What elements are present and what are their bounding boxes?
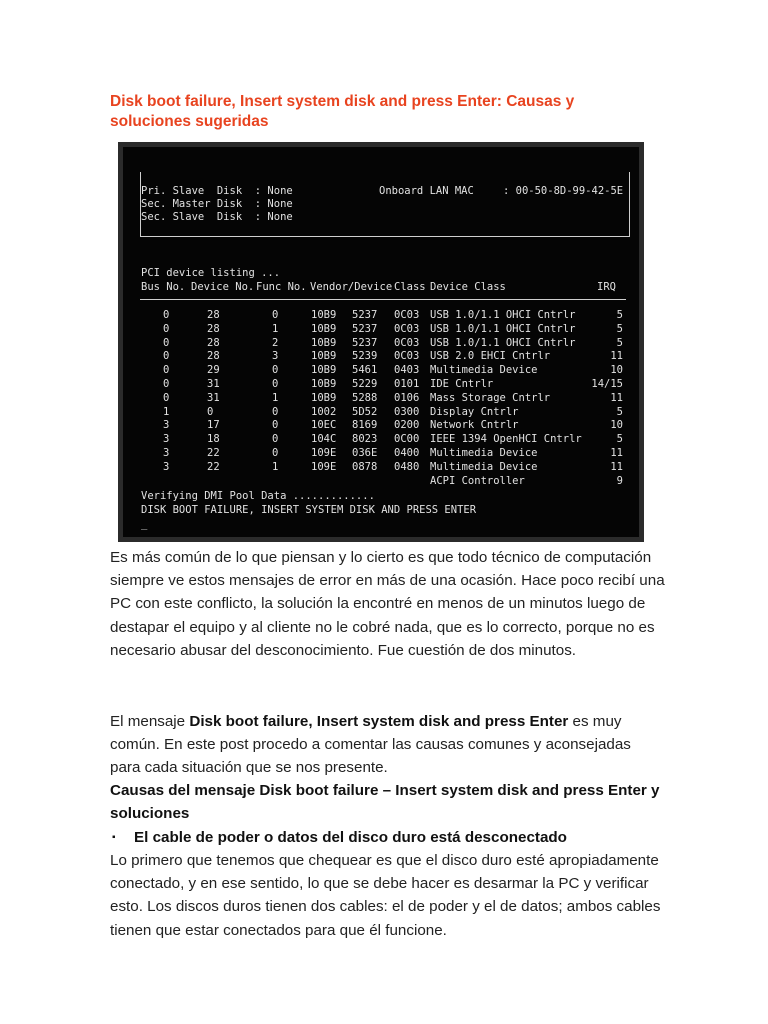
bullet-icon: ▪ — [112, 832, 116, 843]
paragraph-1: Es más común de lo que piensan y lo cierto es que todo técnico de computación siempre ve estos mensajes de error en más de una ocasión. Hace poco recibí una PC con este conflicto, la solución la encontré en menos de un minutos luego de destapar el equipo y al cliente no le cobré nada, que es lo correcto, porque no es necesario abusar del desconocimiento. Fue cuestión de dos minutos. — [110, 549, 665, 659]
pci-device-id: 5461 — [352, 364, 378, 377]
drive-line: Sec. Slave Disk : None — [141, 211, 293, 223]
lan-mac-value: : 00-50-8D-99-42-5E — [503, 185, 624, 197]
pci-device-class: USB 1.0/1.1 OHCI Cntrlr — [430, 322, 576, 335]
bullet-text: El cable de poder o datos del disco duro está desconectado — [134, 829, 567, 846]
pci-device-id: 036E — [352, 447, 378, 459]
pci-bus: 3 — [163, 447, 170, 459]
pci-device: 22 — [207, 447, 220, 459]
bios-screen — [123, 147, 639, 537]
pci-irq: 5 — [616, 433, 623, 446]
pci-bus: 3 — [163, 460, 170, 473]
pci-device: 22 — [207, 460, 220, 473]
pci-device: 28 — [207, 350, 220, 363]
pci-func: 0 — [272, 419, 279, 432]
pci-func: 0 — [272, 405, 279, 418]
pci-device-id: 5D52 — [352, 405, 378, 418]
pci-header-class: Class — [394, 281, 426, 293]
pci-header-vendor: Vendor/Device — [310, 281, 393, 293]
pci-vendor: 10B9 — [311, 364, 337, 377]
pci-irq: 9 — [616, 474, 623, 487]
pci-func: 0 — [272, 433, 279, 446]
pci-device: 28 — [207, 322, 220, 335]
pci-func: 0 — [272, 364, 279, 377]
pci-vendor: 109E — [311, 460, 337, 473]
pci-device-id: 5237 — [352, 322, 378, 335]
pci-device: 17 — [207, 419, 220, 432]
pci-device-class: Multimedia Device — [430, 460, 538, 473]
pci-bus: 0 — [163, 336, 170, 349]
pci-header-divider — [140, 299, 626, 300]
pci-device-id: 5288 — [352, 391, 378, 404]
pci-device: 18 — [207, 433, 220, 446]
pci-class: 0400 — [394, 447, 420, 459]
pci-vendor: 1002 — [311, 405, 337, 418]
pci-irq: 11 — [610, 350, 623, 363]
pci-bus: 0 — [163, 322, 170, 335]
bullet-item — [110, 826, 670, 849]
pci-func: 0 — [272, 309, 279, 321]
verifying-dmi: Verifying DMI Pool Data ............. — [141, 490, 375, 502]
pci-class: 0C03 — [394, 350, 420, 363]
pci-vendor: 10B9 — [311, 336, 337, 349]
pci-vendor: 10B9 — [311, 391, 337, 404]
pci-vendor: 10B9 — [311, 322, 337, 335]
pci-bus: 0 — [163, 391, 170, 404]
drive-line: Sec. Master Disk : None — [141, 198, 293, 210]
pci-device-class: Multimedia Device — [430, 364, 538, 377]
pci-device-id: 5229 — [352, 378, 378, 390]
pci-device: 28 — [207, 309, 220, 321]
paragraph-2-text: es muy común. En este post procedo a comentar las causas comunes y aconsejadas para cada situación que se nos presente. — [110, 713, 631, 777]
pci-header-device: Device No. — [191, 281, 255, 293]
pci-irq: 14/15 — [591, 378, 623, 390]
pci-func: 0 — [272, 447, 279, 459]
pci-device-class: Multimedia Device — [430, 447, 538, 459]
pci-class: 0480 — [394, 460, 420, 473]
pci-header-device-class: Device Class — [430, 281, 506, 293]
pci-device-class: USB 1.0/1.1 OHCI Cntrlr — [430, 309, 576, 321]
pci-irq: 10 — [610, 364, 623, 377]
pci-class: 0C03 — [394, 322, 420, 335]
pci-bus: 0 — [163, 350, 170, 363]
pci-bus: 3 — [163, 433, 170, 446]
pci-device: 31 — [207, 391, 220, 404]
pci-device-class: Display Cntrlr — [430, 405, 519, 418]
pci-vendor: 10B9 — [311, 309, 337, 321]
pci-device-id: 5237 — [352, 336, 378, 349]
pci-irq: 11 — [610, 391, 623, 404]
pci-device-id: 0878 — [352, 460, 378, 473]
pci-device-class: IEEE 1394 OpenHCI Cntrlr — [430, 433, 582, 446]
boot-error-message: DISK BOOT FAILURE, INSERT SYSTEM DISK AND PRESS ENTER — [141, 504, 477, 516]
pci-func: 2 — [272, 336, 279, 349]
pci-device-class: IDE Cntrlr — [430, 378, 494, 390]
bios-screenshot — [118, 142, 644, 542]
pci-bus: 1 — [163, 405, 170, 418]
pci-irq: 11 — [610, 447, 623, 459]
pci-bus: 0 — [163, 364, 170, 377]
paragraph-2 — [110, 710, 665, 780]
pci-bus: 3 — [163, 419, 170, 432]
pci-device-class: Network Cntrlr — [430, 419, 519, 432]
pci-header-func: Func No. — [256, 281, 307, 293]
pci-device-class: USB 2.0 EHCI Cntrlr — [430, 350, 551, 363]
pci-device-class: ACPI Controller — [430, 474, 525, 487]
pci-func: 0 — [272, 378, 279, 390]
pci-device-id: 8023 — [352, 433, 378, 446]
paragraph-2-text: El mensaje — [110, 713, 190, 730]
pci-header-irq: IRQ — [597, 281, 616, 293]
cursor: _ — [141, 518, 148, 530]
pci-irq: 10 — [610, 419, 623, 432]
pci-device: 29 — [207, 364, 220, 377]
pci-irq: 5 — [616, 322, 623, 335]
pci-class: 0C03 — [394, 309, 420, 321]
pci-bus: 0 — [163, 309, 170, 321]
pci-class: 0200 — [394, 419, 420, 432]
pci-class: 0C03 — [394, 336, 420, 349]
section-heading: Causas del mensaje Disk boot failure – Insert system disk and press Enter y soluciones — [110, 782, 660, 823]
pci-device: 31 — [207, 378, 220, 390]
pci-device-id: 5239 — [352, 350, 378, 363]
pci-vendor: 10B9 — [311, 350, 337, 363]
pci-class: 0300 — [394, 405, 420, 418]
pci-device: 0 — [207, 405, 214, 418]
pci-vendor: 109E — [311, 447, 337, 459]
pci-device-id: 8169 — [352, 419, 378, 432]
pci-device-id: 5237 — [352, 309, 378, 321]
paragraph-2-bold: Disk boot failure, Insert system disk and press Enter — [189, 713, 569, 730]
pci-irq: 5 — [616, 405, 623, 418]
pci-func: 1 — [272, 391, 279, 404]
drive-line: Pri. Slave Disk : None — [141, 185, 293, 197]
pci-listing-title: PCI device listing ... — [141, 267, 281, 279]
pci-header-bus: Bus No. — [141, 281, 186, 293]
pci-irq: 5 — [616, 336, 623, 349]
pci-device: 28 — [207, 336, 220, 349]
pci-class: 0106 — [394, 391, 420, 404]
pci-irq: 5 — [616, 309, 623, 321]
lan-mac-label: Onboard LAN MAC — [379, 185, 474, 197]
paragraph-3: Lo primero que tenemos que chequear es que el disco duro esté apropiadamente conectado, y en ese sentido, lo que se debe hacer es desarmar la PC y verificar esto. Los discos duros tienen dos cables: el de poder y el de datos; ambos cables tienen que estar conectados para que él funcione. — [110, 852, 661, 939]
pci-vendor: 104C — [311, 433, 337, 446]
pci-irq: 11 — [610, 460, 623, 473]
pci-class: 0101 — [394, 378, 420, 390]
pci-device-class: Mass Storage Cntrlr — [430, 391, 551, 404]
pci-class: 0C00 — [394, 433, 420, 446]
article-title: Disk boot failure, Insert system disk and press Enter: Causas y soluciones sugeridas — [110, 93, 575, 130]
pci-bus: 0 — [163, 378, 170, 390]
pci-func: 1 — [272, 322, 279, 335]
pci-device-class: USB 1.0/1.1 OHCI Cntrlr — [430, 336, 576, 349]
pci-class: 0403 — [394, 364, 420, 377]
pci-func: 1 — [272, 460, 279, 473]
pci-vendor: 10EC — [311, 419, 337, 432]
pci-func: 3 — [272, 350, 279, 363]
pci-vendor: 10B9 — [311, 378, 337, 390]
